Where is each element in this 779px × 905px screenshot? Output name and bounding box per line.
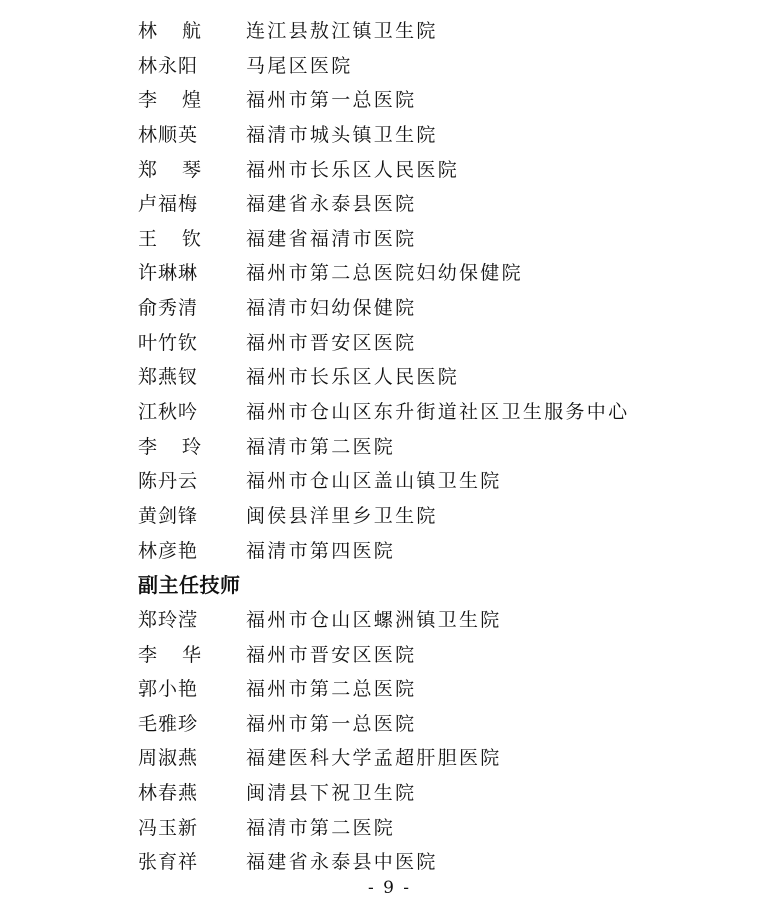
person-name: 黄剑锋	[138, 504, 199, 527]
list-item	[0, 845, 779, 880]
person-name: 陈丹云	[138, 470, 199, 493]
list-item: 李 煌 福州市第一总医院	[0, 83, 779, 118]
document-page	[0, 14, 779, 880]
organization-name: 福州市仓山区螺洲镇卫生院	[246, 608, 502, 631]
person-name: 林春燕	[138, 782, 199, 805]
list-item	[0, 326, 779, 361]
person-name: 卢福梅	[138, 193, 199, 216]
organization-name: 福州市晋安区医院	[246, 643, 417, 666]
organization-name: 福建省永泰县医院	[246, 193, 417, 216]
list-item	[0, 811, 779, 846]
section-title: 副主任技师	[138, 573, 241, 598]
list-item	[0, 603, 779, 638]
organization-name: 闽清县下祝卫生院	[246, 782, 417, 805]
organization-name: 福州市第二总医院妇幼保健院	[246, 262, 523, 285]
section-heading	[0, 568, 779, 603]
person-name: 郑玲滢	[138, 608, 199, 631]
personnel-list-1	[0, 14, 779, 568]
person-name: 林顺英	[138, 123, 199, 146]
organization-name: 连江县敖江镇卫生院	[246, 20, 438, 42]
organization-name: 福州市仓山区东升街道社区卫生服务中心	[246, 401, 630, 424]
person-name: 许琳琳	[138, 262, 199, 285]
personnel-list-2	[0, 603, 779, 880]
list-item: 李 华 福州市晋安区医院	[0, 638, 779, 673]
person-name: 江秋吟	[138, 401, 199, 424]
list-item	[0, 395, 779, 430]
organization-name: 福州市第一总医院	[246, 89, 417, 112]
person-name: 周淑燕	[138, 747, 199, 770]
list-item	[0, 707, 779, 742]
organization-name: 福清市第二医院	[246, 816, 396, 839]
organization-name: 福建医科大学孟超肝胆医院	[246, 747, 502, 770]
person-name: 叶竹钦	[138, 331, 199, 354]
list-item	[0, 534, 779, 569]
person-name: 冯玉新	[138, 816, 199, 839]
list-item	[0, 49, 779, 84]
person-name: 毛雅珍	[138, 712, 199, 735]
person-name: 俞秀清	[138, 297, 199, 320]
list-item	[0, 776, 779, 811]
list-item: 李 玲 福清市第二医院	[0, 430, 779, 465]
organization-name: 福州市长乐区人民医院	[246, 158, 460, 181]
organization-name: 福清市妇幼保健院	[246, 297, 417, 320]
person-name: 郭小艳	[138, 678, 199, 701]
person-name: 张育祥	[138, 851, 199, 874]
page-number: - 9 -	[367, 878, 412, 898]
list-item	[0, 741, 779, 776]
organization-name: 福州市晋安区医院	[246, 331, 417, 354]
list-item: 王 钦 福建省福清市医院	[0, 222, 779, 257]
organization-name: 福州市第一总医院	[246, 712, 417, 735]
organization-name: 福建省福清市医院	[246, 227, 417, 250]
organization-name: 闽侯县洋里乡卫生院	[246, 504, 438, 527]
list-item	[0, 672, 779, 707]
list-item	[0, 118, 779, 153]
list-item	[0, 499, 779, 534]
organization-name: 福州市第二总医院	[246, 678, 417, 701]
organization-name: 福建省永泰县中医院	[246, 851, 438, 874]
list-item	[0, 291, 779, 326]
organization-name: 福清市城头镇卫生院	[246, 123, 438, 146]
organization-name: 福州市仓山区盖山镇卫生院	[246, 470, 502, 493]
organization-name: 福清市第二医院	[246, 435, 396, 458]
person-name: 林永阳	[138, 54, 199, 77]
list-item: 林 航 连江县敖江镇卫生院	[0, 14, 779, 49]
person-name: 林彦艳	[138, 539, 199, 562]
list-item	[0, 256, 779, 291]
list-item	[0, 464, 779, 499]
organization-name: 马尾区医院	[246, 54, 353, 77]
organization-name: 福州市长乐区人民医院	[246, 366, 460, 389]
list-item	[0, 187, 779, 222]
organization-name: 福清市第四医院	[246, 539, 396, 562]
list-item: 郑 琴 福州市长乐区人民医院	[0, 153, 779, 188]
list-item	[0, 360, 779, 395]
person-name: 郑燕钗	[138, 366, 199, 389]
